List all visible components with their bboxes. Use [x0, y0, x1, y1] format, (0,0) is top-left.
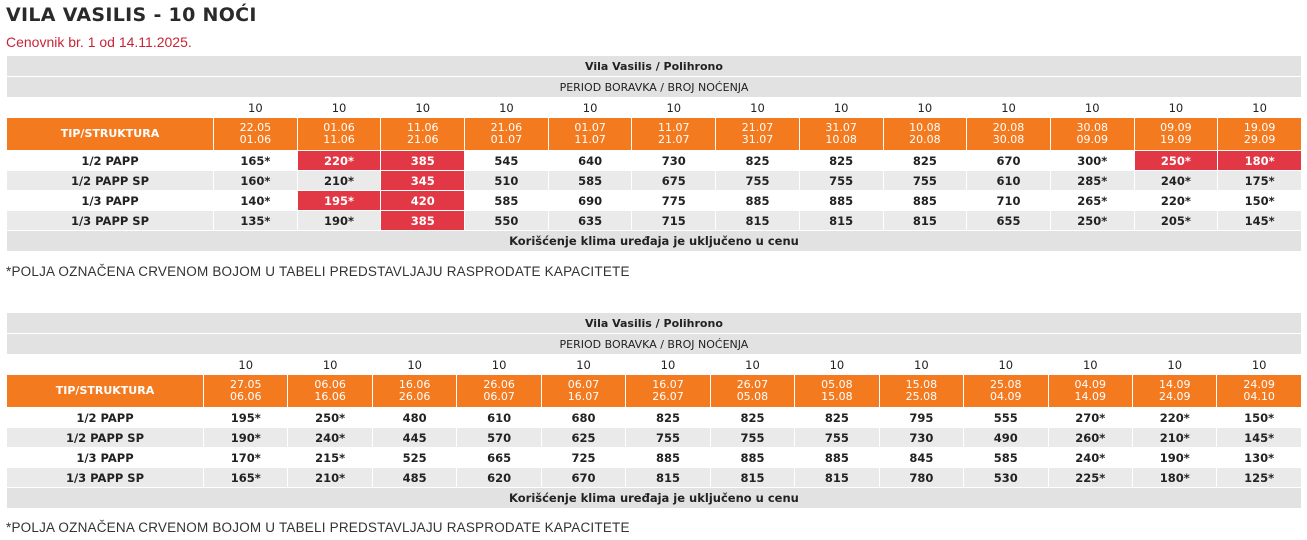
period-to: 01.06	[239, 133, 272, 146]
price-cell-sold-out: 385	[381, 211, 465, 231]
price-cell: 190*	[1132, 448, 1216, 468]
period-from: 15.08	[905, 378, 938, 391]
nights-cell: 10	[1050, 98, 1134, 118]
price-cell-sold-out: 250*	[1134, 151, 1218, 171]
nights-cell: 10	[799, 98, 883, 118]
price-cell: 585	[465, 191, 549, 211]
price-cell: 755	[799, 171, 883, 191]
period-cell	[626, 375, 710, 408]
price-cell: 145*	[1217, 428, 1301, 448]
price-cell: 240*	[1134, 171, 1218, 191]
price-cell: 755	[795, 428, 879, 448]
price-cell-sold-out: 220*	[297, 151, 381, 171]
price-cell: 220*	[1132, 408, 1216, 428]
period-cell	[381, 118, 465, 151]
price-cell: 795	[879, 408, 963, 428]
period-to: 14.09	[1074, 390, 1106, 403]
period-to: 26.06	[398, 390, 431, 403]
nights-cell: 10	[297, 98, 381, 118]
period-cell	[1217, 375, 1301, 408]
price-cell: 755	[716, 171, 800, 191]
period-cell	[632, 118, 716, 151]
price-cell: 885	[716, 191, 800, 211]
period-to: 25.08	[905, 390, 938, 403]
price-cell: 215*	[288, 448, 372, 468]
period-to: 09.09	[1076, 133, 1108, 146]
price-cell: 710	[967, 191, 1051, 211]
period-from: 16.07	[652, 378, 684, 391]
room-type-cell: 1/3 PAPP	[7, 191, 214, 211]
price-cell: 725	[541, 448, 625, 468]
price-cell-sold-out: 385	[381, 151, 465, 171]
period-cell	[548, 118, 632, 151]
period-header-row	[7, 118, 1302, 151]
nights-cell: 10	[381, 98, 465, 118]
nights-cell: 10	[1048, 355, 1132, 375]
table-row	[7, 211, 1302, 231]
nights-cell: 10	[883, 98, 967, 118]
period-cell	[1132, 375, 1216, 408]
price-cell: 585	[964, 448, 1048, 468]
period-from: 26.06	[483, 378, 515, 391]
period-to: 19.09	[1160, 133, 1192, 146]
price-table-1	[6, 55, 1302, 252]
period-cell	[716, 118, 800, 151]
price-cell: 445	[372, 428, 456, 448]
period-cell	[204, 375, 288, 408]
type-header: TIP/STRUKTURA	[7, 118, 214, 151]
price-cell: 885	[799, 191, 883, 211]
price-cell: 825	[716, 151, 800, 171]
nights-cell: 10	[1132, 355, 1216, 375]
price-cell: 285*	[1050, 171, 1134, 191]
period-from: 05.08	[821, 378, 853, 391]
location-row	[7, 313, 1302, 334]
price-cell-sold-out: 180*	[1218, 151, 1302, 171]
price-cell: 160*	[214, 171, 298, 191]
sold-out-footnote-2: *POLJA OZNAČENA CRVENOM BOJOM U TABELI PREDSTAVLJAJU RASPRODATE KAPACITETE	[6, 520, 630, 535]
nights-cell: 10	[795, 355, 879, 375]
sold-out-footnote-1: *POLJA OZNAČENA CRVENOM BOJOM U TABELI PREDSTAVLJAJU RASPRODATE KAPACITETE	[6, 264, 630, 279]
nights-cell: 10	[964, 355, 1048, 375]
period-from: 06.07	[567, 378, 600, 391]
location-label: Vila Vasilis / Polihrono	[7, 313, 1302, 334]
period-to: 26.07	[652, 390, 684, 403]
room-type-cell: 1/2 PAPP	[7, 408, 204, 428]
price-cell: 195*	[204, 408, 288, 428]
price-cell: 190*	[297, 211, 381, 231]
price-cell: 240*	[288, 428, 372, 448]
room-type-cell: 1/2 PAPP SP	[7, 428, 204, 448]
period-to: 04.10	[1243, 390, 1275, 403]
period-cell	[879, 375, 963, 408]
period-cell	[297, 118, 381, 151]
price-cell: 825	[710, 408, 794, 428]
price-cell: 510	[465, 171, 549, 191]
price-cell: 250*	[288, 408, 372, 428]
period-to: 24.09	[1158, 390, 1191, 403]
table-row	[7, 448, 1302, 468]
price-cell: 675	[632, 171, 716, 191]
table-row	[7, 468, 1302, 488]
price-cell: 125*	[1217, 468, 1301, 488]
nights-cell: 10	[710, 355, 794, 375]
period-from: 16.06	[398, 378, 431, 391]
period-from: 14.09	[1158, 378, 1191, 391]
price-cell: 780	[879, 468, 963, 488]
price-cell: 270*	[1048, 408, 1132, 428]
room-type-cell: 1/2 PAPP	[7, 151, 214, 171]
nights-cell: 10	[1134, 98, 1218, 118]
nights-cell: 10	[626, 355, 710, 375]
room-type-cell: 1/2 PAPP SP	[7, 171, 214, 191]
price-cell: 825	[799, 151, 883, 171]
price-cell: 210*	[288, 468, 372, 488]
price-cell: 545	[465, 151, 549, 171]
period-cell	[1050, 118, 1134, 151]
period-from: 27.05	[229, 378, 262, 391]
price-cell: 775	[632, 191, 716, 211]
nights-cell: 10	[1217, 355, 1301, 375]
period-to: 21.06	[406, 133, 439, 146]
price-cell: 815	[883, 211, 967, 231]
period-from: 21.07	[741, 121, 774, 134]
period-from: 20.08	[992, 121, 1025, 134]
period-from: 11.06	[406, 121, 439, 134]
price-cell: 610	[967, 171, 1051, 191]
nights-cell: 10	[204, 355, 288, 375]
price-cell: 620	[457, 468, 541, 488]
price-cell: 755	[626, 428, 710, 448]
period-to: 11.07	[574, 133, 606, 146]
page-title: VILA VASILIS - 10 NOĆI	[6, 4, 257, 26]
price-cell: 730	[632, 151, 716, 171]
price-cell: 165*	[214, 151, 298, 171]
nights-cell: 10	[372, 355, 456, 375]
price-list-subtitle: Cenovnik br. 1 od 14.11.2025.	[6, 34, 192, 50]
price-cell: 525	[372, 448, 456, 468]
price-cell: 885	[710, 448, 794, 468]
price-cell: 845	[879, 448, 963, 468]
period-label-row	[7, 77, 1302, 98]
price-cell: 220*	[1134, 191, 1218, 211]
price-cell: 815	[710, 468, 794, 488]
room-type-cell: 1/3 PAPP SP	[7, 211, 214, 231]
price-cell: 815	[795, 468, 879, 488]
period-from: 04.09	[1074, 378, 1106, 391]
period-header-row	[7, 375, 1302, 408]
period-label-row	[7, 334, 1302, 355]
price-cell: 490	[964, 428, 1048, 448]
period-from: 31.07	[825, 121, 857, 134]
price-cell: 655	[967, 211, 1051, 231]
period-cell	[541, 375, 625, 408]
price-table-2	[6, 312, 1302, 509]
period-cell	[1048, 375, 1132, 408]
price-cell: 260*	[1048, 428, 1132, 448]
price-cell: 555	[964, 408, 1048, 428]
price-cell: 670	[541, 468, 625, 488]
period-cell	[457, 375, 541, 408]
price-cell: 145*	[1218, 211, 1302, 231]
period-cell	[372, 375, 456, 408]
price-cell: 670	[967, 151, 1051, 171]
period-from: 19.09	[1243, 121, 1276, 134]
price-cell: 690	[548, 191, 632, 211]
period-from: 24.09	[1243, 378, 1275, 391]
price-cell: 755	[710, 428, 794, 448]
period-cell	[1134, 118, 1218, 151]
period-label: PERIOD BORAVKA / BROJ NOĆENJA	[7, 334, 1302, 355]
price-cell: 210*	[297, 171, 381, 191]
period-from: 21.06	[490, 121, 523, 134]
period-from: 11.07	[658, 121, 690, 134]
price-cell: 825	[626, 408, 710, 428]
period-from: 25.08	[990, 378, 1022, 391]
period-from: 01.06	[323, 121, 355, 134]
price-cell: 570	[457, 428, 541, 448]
period-cell	[214, 118, 298, 151]
period-from: 01.07	[574, 121, 606, 134]
price-cell: 815	[626, 468, 710, 488]
price-cell: 815	[799, 211, 883, 231]
period-from: 22.05	[239, 121, 272, 134]
period-from: 26.07	[736, 378, 769, 391]
price-cell: 175*	[1218, 171, 1302, 191]
period-to: 16.07	[567, 390, 600, 403]
price-cell: 135*	[214, 211, 298, 231]
price-cell: 585	[548, 171, 632, 191]
price-cell: 485	[372, 468, 456, 488]
price-cell: 150*	[1217, 408, 1301, 428]
nights-cell: 10	[967, 98, 1051, 118]
nights-row	[7, 98, 1302, 118]
nights-cell: 10	[541, 355, 625, 375]
table-row	[7, 191, 1302, 211]
period-to: 06.07	[483, 390, 515, 403]
price-cell: 250*	[1050, 211, 1134, 231]
location-label: Vila Vasilis / Polihrono	[7, 56, 1302, 77]
note-row	[7, 231, 1302, 252]
price-cell: 210*	[1132, 428, 1216, 448]
price-cell: 165*	[204, 468, 288, 488]
period-to: 30.08	[992, 133, 1025, 146]
table-row	[7, 171, 1302, 191]
nights-cell: 10	[288, 355, 372, 375]
price-cell: 665	[457, 448, 541, 468]
period-to: 15.08	[821, 390, 853, 403]
price-cell: 225*	[1048, 468, 1132, 488]
price-cell: 180*	[1132, 468, 1216, 488]
period-from: 30.08	[1076, 121, 1108, 134]
period-cell	[967, 118, 1051, 151]
period-to: 16.06	[314, 390, 346, 403]
price-cell: 205*	[1134, 211, 1218, 231]
period-to: 20.08	[909, 133, 941, 146]
period-label: PERIOD BORAVKA / BROJ NOĆENJA	[7, 77, 1302, 98]
nights-row	[7, 355, 1302, 375]
period-to: 11.06	[323, 133, 355, 146]
price-cell-sold-out: 195*	[297, 191, 381, 211]
price-cell: 755	[883, 171, 967, 191]
period-cell	[799, 118, 883, 151]
price-cell-sold-out: 345	[381, 171, 465, 191]
price-cell: 190*	[204, 428, 288, 448]
price-cell-sold-out: 420	[381, 191, 465, 211]
period-to: 01.07	[490, 133, 523, 146]
price-cell: 150*	[1218, 191, 1302, 211]
period-cell	[288, 375, 372, 408]
room-type-cell: 1/3 PAPP SP	[7, 468, 204, 488]
price-cell: 715	[632, 211, 716, 231]
room-type-cell: 1/3 PAPP	[7, 448, 204, 468]
ac-included-note: Korišćenje klima uređaja je uključeno u cenu	[7, 231, 1302, 252]
price-cell: 550	[465, 211, 549, 231]
nights-cell: 10	[457, 355, 541, 375]
nights-cell: 10	[465, 98, 549, 118]
price-cell: 530	[964, 468, 1048, 488]
period-cell	[883, 118, 967, 151]
nights-cell: 10	[879, 355, 963, 375]
nights-cell: 10	[716, 98, 800, 118]
price-cell: 140*	[214, 191, 298, 211]
period-cell	[1218, 118, 1302, 151]
period-cell	[795, 375, 879, 408]
price-cell: 885	[795, 448, 879, 468]
price-cell: 265*	[1050, 191, 1134, 211]
period-cell	[964, 375, 1048, 408]
price-cell: 635	[548, 211, 632, 231]
price-cell: 885	[626, 448, 710, 468]
type-header: TIP/STRUKTURA	[7, 375, 204, 408]
period-from: 06.06	[314, 378, 346, 391]
period-cell	[465, 118, 549, 151]
price-cell: 130*	[1217, 448, 1301, 468]
price-cell: 240*	[1048, 448, 1132, 468]
period-to: 29.09	[1243, 133, 1276, 146]
period-from: 10.08	[909, 121, 941, 134]
price-cell: 815	[716, 211, 800, 231]
price-cell: 825	[795, 408, 879, 428]
nights-cell: 10	[1218, 98, 1302, 118]
nights-cell: 10	[214, 98, 298, 118]
price-cell: 610	[457, 408, 541, 428]
location-row	[7, 56, 1302, 77]
price-cell: 680	[541, 408, 625, 428]
price-cell: 300*	[1050, 151, 1134, 171]
price-cell: 170*	[204, 448, 288, 468]
price-cell: 480	[372, 408, 456, 428]
period-to: 04.09	[990, 390, 1022, 403]
period-to: 06.06	[229, 390, 262, 403]
nights-row-blank	[7, 98, 214, 118]
period-cell	[710, 375, 794, 408]
nights-cell: 10	[548, 98, 632, 118]
ac-included-note: Korišćenje klima uređaja je uključeno u cenu	[7, 488, 1302, 509]
period-from: 09.09	[1160, 121, 1192, 134]
table-row	[7, 151, 1302, 171]
period-to: 10.08	[825, 133, 857, 146]
period-to: 05.08	[736, 390, 769, 403]
price-cell: 885	[883, 191, 967, 211]
nights-row-blank	[7, 355, 204, 375]
price-cell: 640	[548, 151, 632, 171]
note-row	[7, 488, 1302, 509]
price-cell: 825	[883, 151, 967, 171]
price-cell: 625	[541, 428, 625, 448]
table-row	[7, 428, 1302, 448]
nights-cell: 10	[632, 98, 716, 118]
price-cell: 730	[879, 428, 963, 448]
period-to: 31.07	[741, 133, 774, 146]
period-to: 21.07	[658, 133, 690, 146]
table-row	[7, 408, 1302, 428]
